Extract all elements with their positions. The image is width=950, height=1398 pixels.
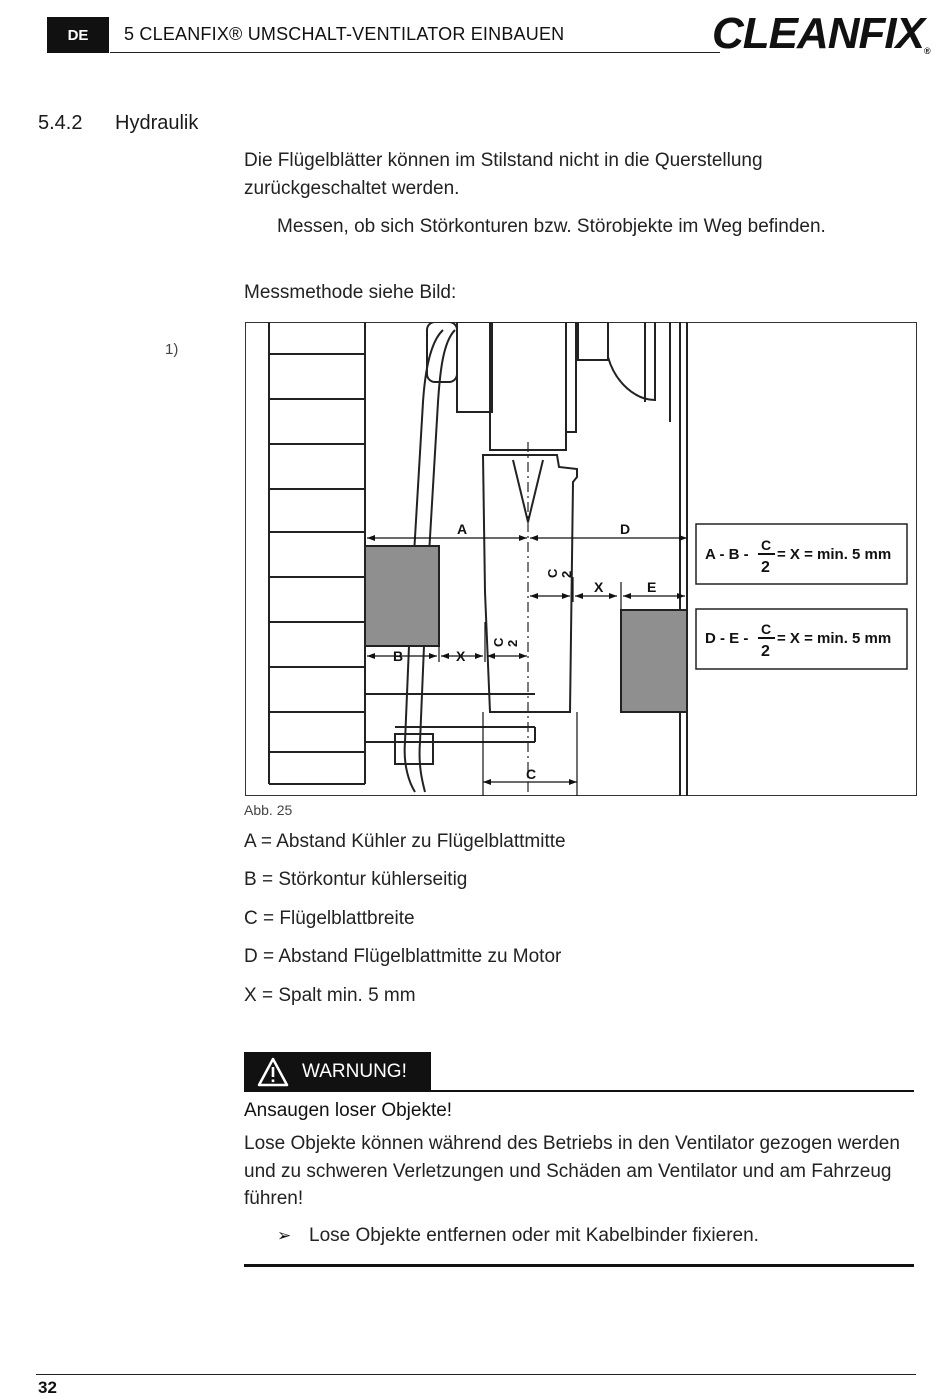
label-c-half-left-num: C <box>491 637 506 647</box>
action-arrow-icon: ➢ <box>277 1226 292 1245</box>
header-rule <box>110 52 720 53</box>
section-number: 5.4.2 <box>38 112 83 134</box>
label-c: C <box>526 766 537 782</box>
language-badge: DE <box>47 17 109 53</box>
obstacle-radiator-side <box>365 546 439 646</box>
warning-label: WARNUNG! <box>302 1061 407 1082</box>
label-e: E <box>647 579 657 595</box>
formula2-num: C <box>761 621 772 637</box>
warning-badge <box>244 1052 431 1092</box>
intro-paragraph: Die Flügelblätter können im Stilstand nicht in die Querstellung zurückgeschaltet werden. <box>244 150 763 199</box>
label-c-half-left-den: 2 <box>505 639 520 647</box>
formula-box-1 <box>696 524 907 584</box>
measurement-diagram <box>245 322 917 796</box>
formula1-pre: A - B - <box>705 546 749 563</box>
formula1-den: 2 <box>761 559 770 576</box>
section-title: Hydraulik <box>115 112 199 134</box>
label-x-right: X <box>594 579 604 595</box>
formula2-post: = X = min. 5 mm <box>777 630 892 647</box>
instruction-text: Messen, ob sich Störkonturen bzw. Störobjekte im Weg befinden. <box>277 216 826 237</box>
label-d: D <box>620 521 631 537</box>
formula2-pre: D - E - <box>705 630 749 647</box>
warning-rule-top <box>431 1090 914 1092</box>
label-c-half-right-num: C <box>545 568 560 578</box>
obstacle-motor-side <box>621 610 687 712</box>
warning-triangle-icon <box>257 1057 289 1087</box>
logo-registered-mark: ® <box>924 46 930 56</box>
cleanfix-logo <box>712 9 930 58</box>
warning-text: Lose Objekte können während des Betriebs in den Ventilator gezogen werden und zu schweren Verletzungen und Schäden am Ventilator und am Fahrzeug führen! <box>244 1133 900 1209</box>
formula1-num: C <box>761 537 772 553</box>
formula2-den: 2 <box>761 643 770 660</box>
legend-item: X = Spalt min. 5 mm <box>244 985 416 1006</box>
warning-rule-bottom <box>244 1264 914 1267</box>
method-note: Messmethode siehe Bild: <box>244 282 457 303</box>
figure-reference: 1) <box>165 341 179 358</box>
label-b: B <box>393 648 404 664</box>
label-c-half-right-den: 2 <box>559 570 574 578</box>
label-a: A <box>457 521 468 537</box>
warning-action: Lose Objekte entfernen oder mit Kabelbinder fixieren. <box>309 1225 759 1246</box>
legend-item: D = Abstand Flügelblattmitte zu Motor <box>244 946 562 967</box>
page-number: 32 <box>38 1378 57 1397</box>
figure-caption: Abb. 25 <box>244 802 293 818</box>
formula-box-2 <box>696 609 907 669</box>
chapter-title: 5 CLEANFIX® UMSCHALT-VENTILATOR EINBAUEN <box>124 24 565 44</box>
logo-text: CLEANFIX <box>712 9 924 58</box>
label-x-left: X <box>456 648 466 664</box>
formula1-post: = X = min. 5 mm <box>777 546 892 563</box>
warning-heading: Ansaugen loser Objekte! <box>244 1100 453 1121</box>
legend-item: C = Flügelblattbreite <box>244 908 415 929</box>
legend-item: A = Abstand Kühler zu Flügelblattmitte <box>244 831 566 852</box>
legend-item: B = Störkontur kühlerseitig <box>244 869 468 890</box>
footer-rule <box>36 1374 916 1375</box>
